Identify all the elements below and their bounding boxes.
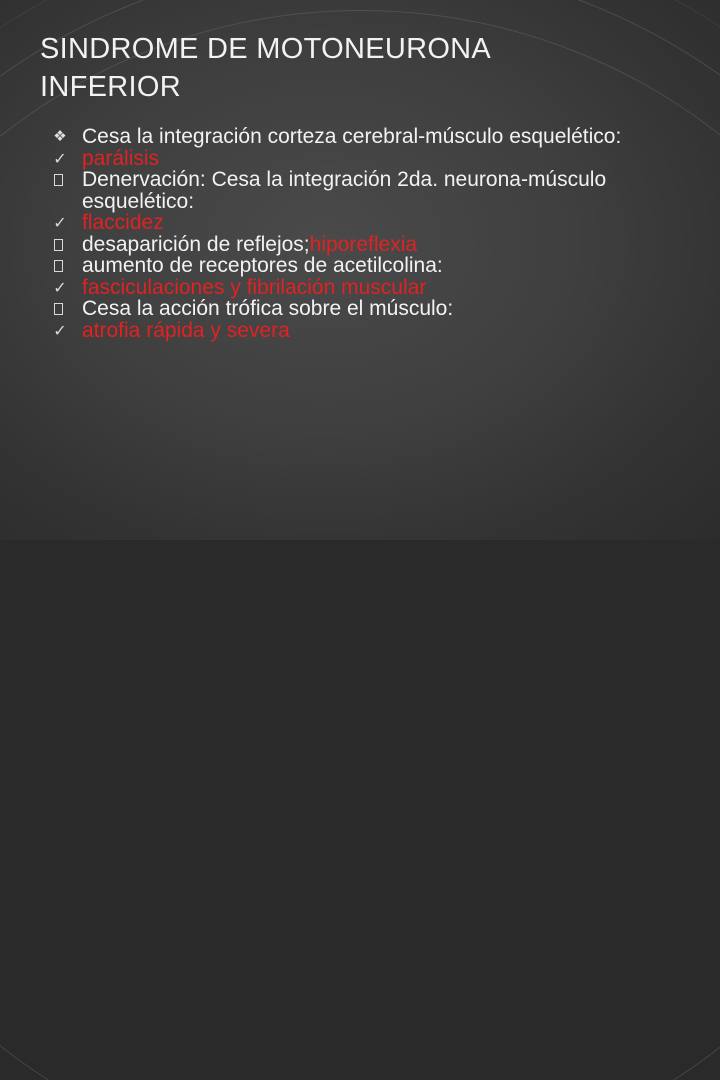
diamond-bullet-icon: ❖ (53, 127, 67, 145)
checkmark-bullet-icon: ✓ (53, 213, 67, 232)
checkmark-bullet-icon: ✓ (53, 320, 67, 340)
bullet-text: parálisis (82, 146, 160, 170)
box-bullet-icon (54, 303, 63, 315)
bullet-list (50, 126, 670, 341)
bullet-item (50, 169, 670, 212)
bullet-text: Cesa la acción trófica sobre el músculo: (82, 297, 454, 320)
checkmark-bullet-icon: ✓ (53, 148, 67, 168)
bullet-text: fasciculaciones y fibrilación muscular (82, 275, 427, 299)
bullet-text: Cesa la integración corteza cerebral-músculo esquelético: (82, 125, 622, 148)
bullet-item (50, 148, 670, 170)
bullet-item (50, 212, 670, 234)
bullet-text: flaccidez (82, 211, 164, 234)
box-bullet-icon (54, 239, 63, 251)
bullet-item (50, 320, 670, 342)
bullet-item (50, 277, 670, 299)
bullet-item (50, 298, 670, 320)
title-line-2: INFERIOR (40, 71, 181, 103)
bullet-text: atrofia rápida y severa (82, 318, 290, 342)
title-line-1: SINDROME DE MOTONEURONA (40, 33, 492, 65)
bullet-item (50, 126, 670, 148)
bullet-text: aumento de receptores de acetilcolina: (82, 254, 443, 277)
bullet-text-highlight: hiporeflexia (309, 232, 418, 256)
bullet-text: Denervación: Cesa la integración 2da. neurona-músculo esquelético: (82, 168, 607, 213)
bullet-text: desaparición de reflejos; (82, 232, 310, 256)
box-bullet-icon (54, 260, 63, 272)
box-bullet-icon (54, 174, 63, 186)
bullet-item (50, 234, 670, 256)
slide-title (40, 30, 660, 106)
bullet-item (50, 255, 670, 277)
checkmark-bullet-icon: ✓ (53, 277, 67, 297)
